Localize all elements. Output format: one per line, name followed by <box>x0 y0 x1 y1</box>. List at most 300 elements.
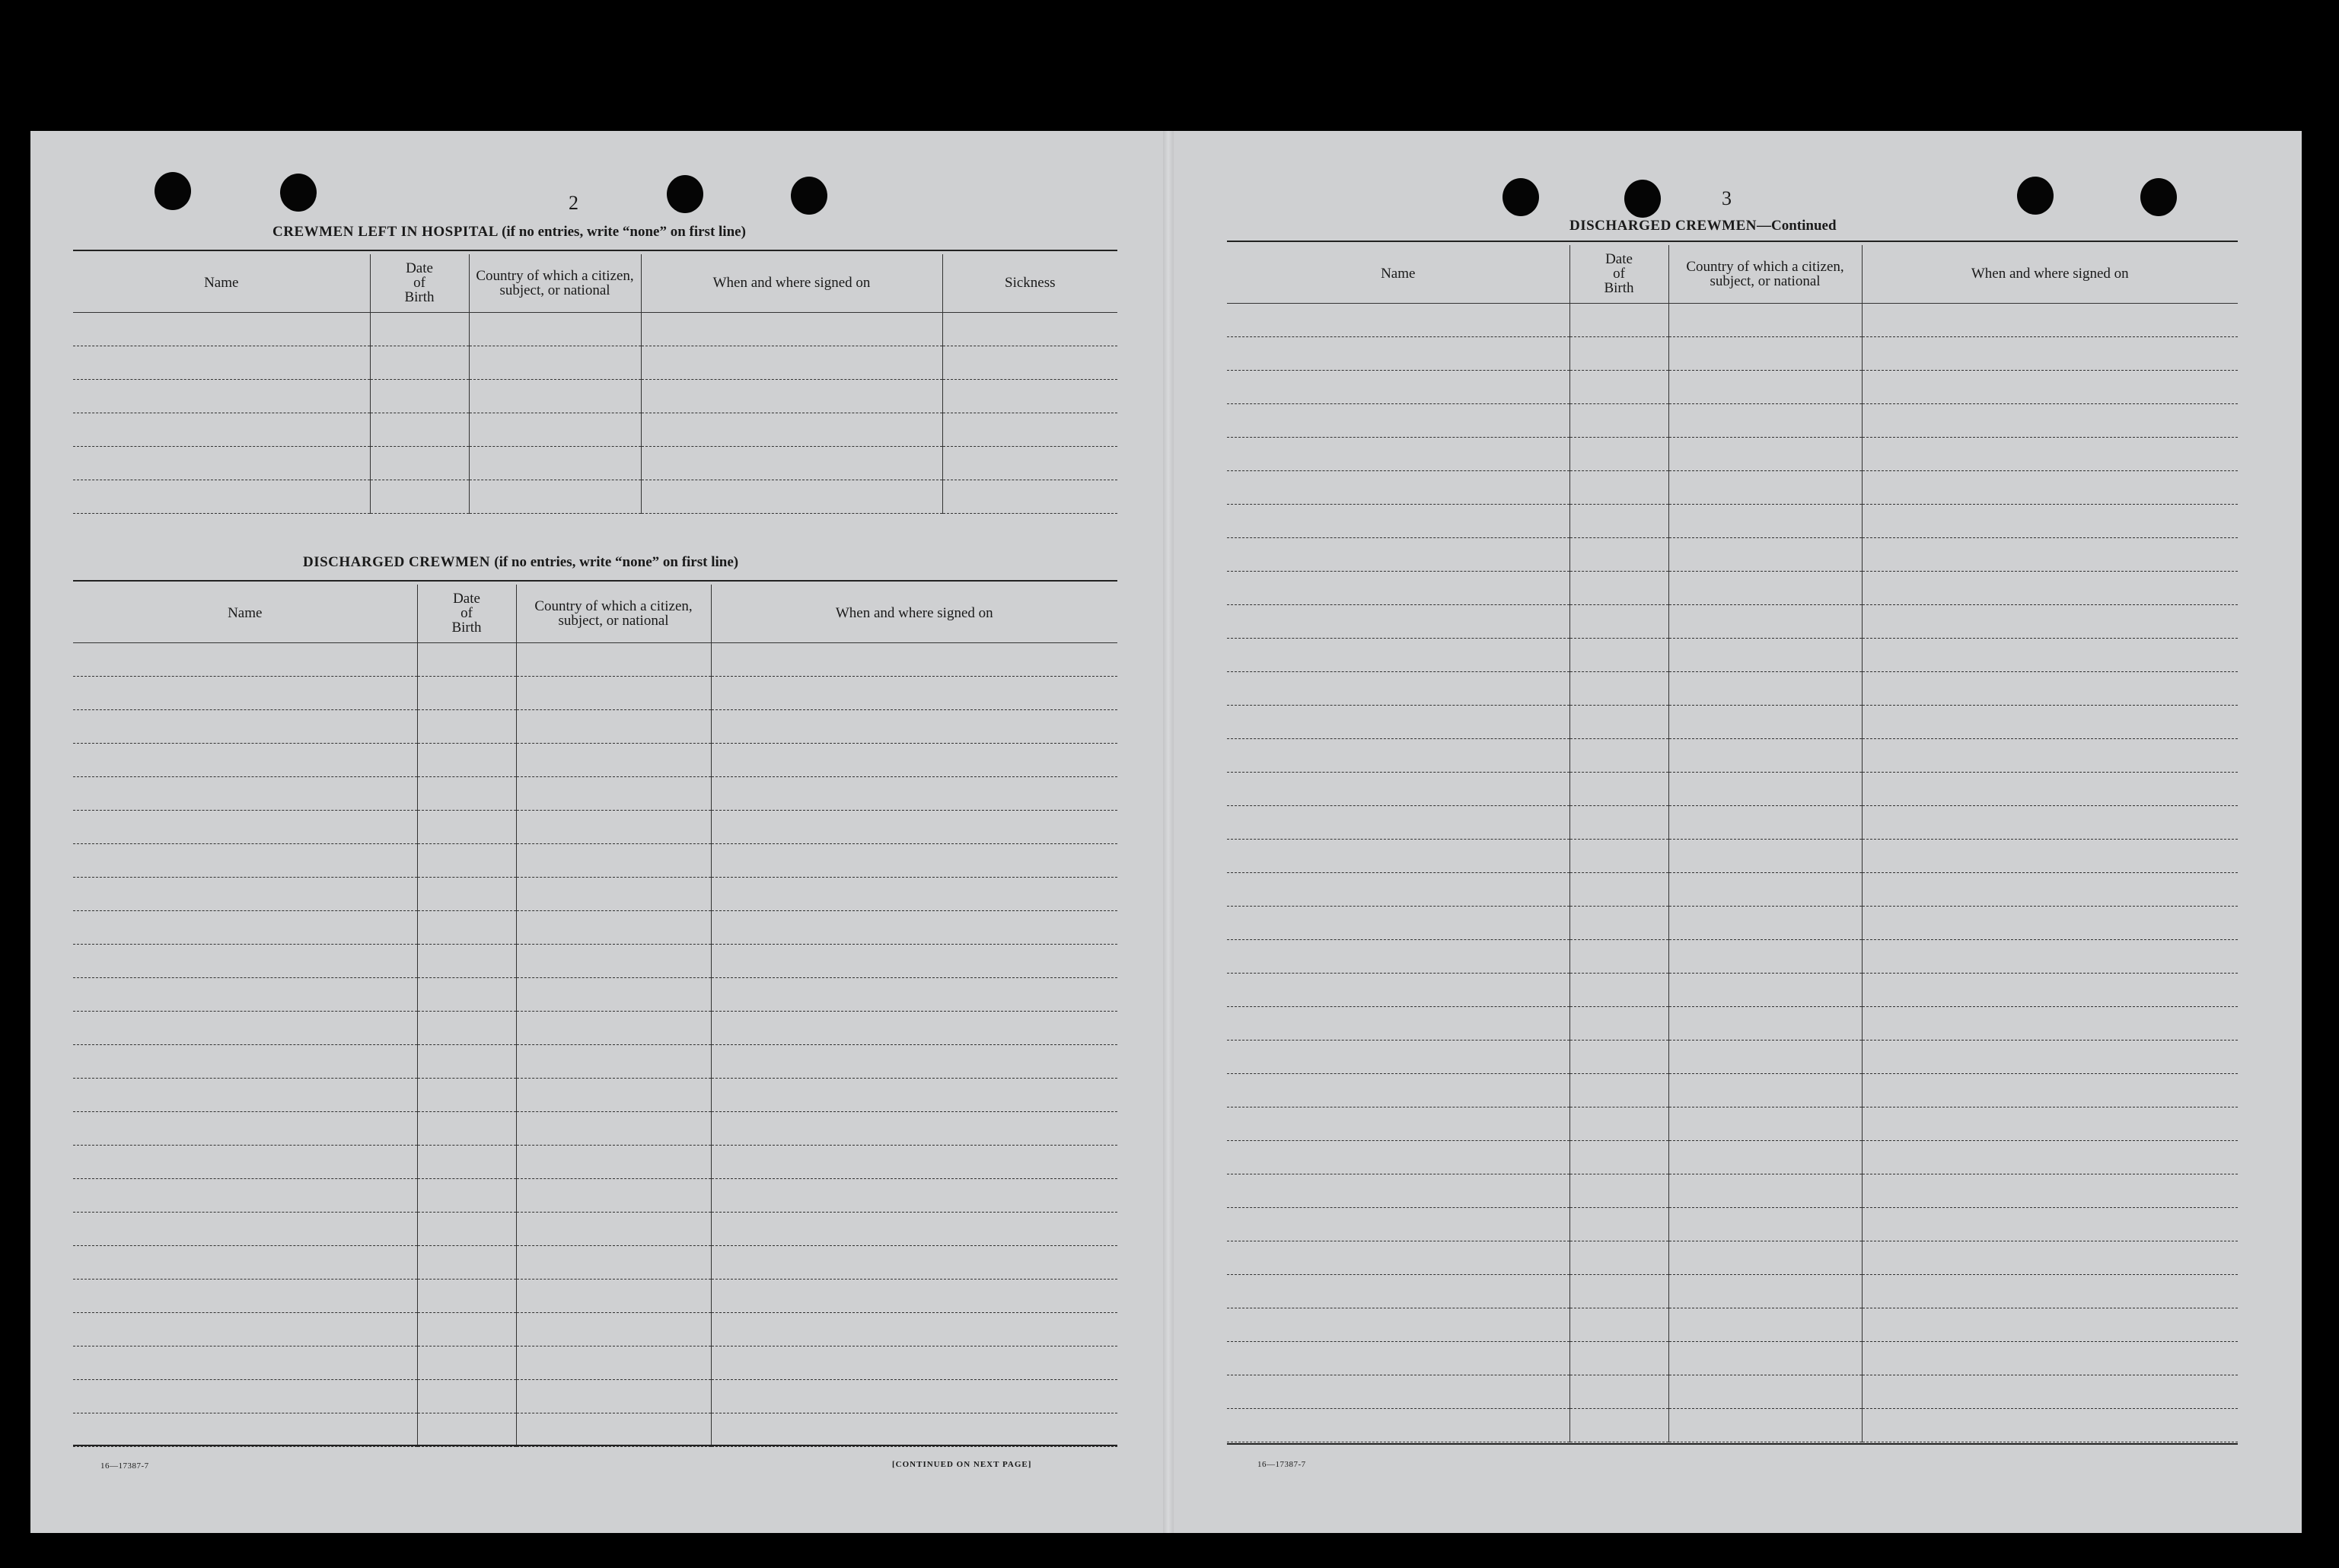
table-cell[interactable] <box>711 1312 1117 1346</box>
table-cell[interactable] <box>417 776 516 810</box>
table-cell[interactable] <box>1227 437 1569 470</box>
table-cell[interactable] <box>1227 805 1569 839</box>
table-cell[interactable] <box>1862 1107 2238 1140</box>
table-cell[interactable] <box>711 1145 1117 1178</box>
table-cell[interactable] <box>1862 671 2238 705</box>
table-cell[interactable] <box>1862 973 2238 1006</box>
table-cell[interactable] <box>711 910 1117 944</box>
table-row <box>73 1413 1117 1446</box>
table-cell[interactable] <box>942 346 1117 379</box>
table-cell[interactable] <box>1569 370 1668 403</box>
table-cell[interactable] <box>1668 437 1862 470</box>
table-cell[interactable] <box>711 743 1117 776</box>
table-cell[interactable] <box>73 1011 417 1044</box>
table-cell[interactable] <box>73 1245 417 1279</box>
table-cell[interactable] <box>1862 1174 2238 1207</box>
table-cell[interactable] <box>1668 738 1862 772</box>
table-cell[interactable] <box>1668 470 1862 504</box>
table-cell[interactable] <box>1569 1174 1668 1207</box>
table-cell[interactable] <box>1862 638 2238 671</box>
table-cell[interactable] <box>942 312 1117 346</box>
table-cell[interactable] <box>417 1312 516 1346</box>
discharged-title-text: DISCHARGED CREWMEN <box>1569 218 1757 234</box>
table-cell[interactable] <box>711 676 1117 709</box>
table-cell[interactable] <box>1227 973 1569 1006</box>
table-cell[interactable] <box>1862 571 2238 604</box>
table-cell[interactable] <box>73 709 417 743</box>
bottom-rule <box>73 1445 1117 1446</box>
table-cell[interactable] <box>516 977 711 1011</box>
table-cell[interactable] <box>73 346 370 379</box>
table-cell[interactable] <box>469 312 641 346</box>
table-cell[interactable] <box>469 346 641 379</box>
table-row <box>1227 1207 2238 1241</box>
table-cell[interactable] <box>417 1044 516 1078</box>
table-cell[interactable] <box>73 312 370 346</box>
table-cell[interactable] <box>1862 537 2238 571</box>
table-cell[interactable] <box>1862 1207 2238 1241</box>
table-cell[interactable] <box>1862 470 2238 504</box>
table-cell[interactable] <box>516 1312 711 1346</box>
table-cell[interactable] <box>711 1245 1117 1279</box>
table-cell[interactable] <box>516 743 711 776</box>
table-cell[interactable] <box>1862 1040 2238 1073</box>
table-row <box>1227 1107 2238 1140</box>
table-cell[interactable] <box>1227 403 1569 437</box>
table-cell[interactable] <box>641 379 942 413</box>
table-cell[interactable] <box>1862 1241 2238 1274</box>
table-cell[interactable] <box>1227 1274 1569 1308</box>
table-cell[interactable] <box>417 944 516 977</box>
table-row <box>1227 872 2238 906</box>
table-cell[interactable] <box>1227 1341 1569 1375</box>
table-cell[interactable] <box>516 1111 711 1145</box>
table-row <box>73 1312 1117 1346</box>
table-cell[interactable] <box>641 346 942 379</box>
table-cell[interactable] <box>1862 705 2238 738</box>
table-cell[interactable] <box>417 1279 516 1312</box>
table-cell[interactable] <box>1227 604 1569 638</box>
table-row <box>73 1212 1117 1245</box>
table-cell[interactable] <box>1862 939 2238 973</box>
table-row <box>73 877 1117 910</box>
table-cell[interactable] <box>1668 1174 1862 1207</box>
table-cell[interactable] <box>711 1212 1117 1245</box>
table-cell[interactable] <box>516 1212 711 1245</box>
table-cell[interactable] <box>1668 336 1862 370</box>
table-cell[interactable] <box>711 1044 1117 1078</box>
table-cell[interactable] <box>1569 939 1668 973</box>
table-cell[interactable] <box>73 810 417 843</box>
table-cell[interactable] <box>1227 839 1569 872</box>
table-cell[interactable] <box>73 1346 417 1379</box>
table-cell[interactable] <box>1668 939 1862 973</box>
table-cell[interactable] <box>417 877 516 910</box>
table-cell[interactable] <box>417 1078 516 1111</box>
table-cell[interactable] <box>1862 1341 2238 1375</box>
table-cell[interactable] <box>1569 1408 1668 1442</box>
table-cell[interactable] <box>417 743 516 776</box>
table-cell[interactable] <box>1227 1040 1569 1073</box>
table-cell[interactable] <box>1227 1006 1569 1040</box>
table-cell[interactable] <box>370 413 469 446</box>
table-cell[interactable] <box>73 944 417 977</box>
table-cell[interactable] <box>1569 973 1668 1006</box>
table-row <box>1227 973 2238 1006</box>
table-row <box>1227 504 2238 537</box>
table-cell[interactable] <box>1227 303 1569 336</box>
table-cell[interactable] <box>516 1413 711 1446</box>
table-cell[interactable] <box>73 1379 417 1413</box>
table-cell[interactable] <box>1668 370 1862 403</box>
table-cell[interactable] <box>73 910 417 944</box>
table-row <box>1227 1006 2238 1040</box>
table-cell[interactable] <box>1569 1140 1668 1174</box>
table-cell[interactable] <box>1569 705 1668 738</box>
table-cell[interactable] <box>1569 504 1668 537</box>
table-cell[interactable] <box>1569 1375 1668 1408</box>
table-cell[interactable] <box>942 480 1117 513</box>
table-row <box>73 480 1117 513</box>
table-row <box>1227 939 2238 973</box>
table-cell[interactable] <box>711 642 1117 676</box>
table-cell[interactable] <box>1668 772 1862 805</box>
table-cell[interactable] <box>1862 437 2238 470</box>
table-cell[interactable] <box>73 413 370 446</box>
table-cell[interactable] <box>1668 1308 1862 1341</box>
table-row <box>73 379 1117 413</box>
table-row <box>73 776 1117 810</box>
table-cell[interactable] <box>711 1178 1117 1212</box>
table-cell[interactable] <box>711 1111 1117 1145</box>
table-cell[interactable] <box>711 1346 1117 1379</box>
table-cell[interactable] <box>1227 571 1569 604</box>
table-cell[interactable] <box>1569 1274 1668 1308</box>
page-number: 2 <box>569 192 578 214</box>
table-cell[interactable] <box>417 1346 516 1379</box>
table-cell[interactable] <box>73 1078 417 1111</box>
table-cell[interactable] <box>417 977 516 1011</box>
table-row <box>73 1111 1117 1145</box>
table-cell[interactable] <box>711 810 1117 843</box>
table-cell[interactable] <box>1862 1274 2238 1308</box>
table-cell[interactable] <box>711 1379 1117 1413</box>
table-cell[interactable] <box>1668 906 1862 939</box>
table-cell[interactable] <box>1668 671 1862 705</box>
table-cell[interactable] <box>1569 1006 1668 1040</box>
table-cell[interactable] <box>417 1145 516 1178</box>
table-cell[interactable] <box>417 709 516 743</box>
table-cell[interactable] <box>516 676 711 709</box>
table-cell[interactable] <box>1668 1241 1862 1274</box>
table-cell[interactable] <box>1668 1375 1862 1408</box>
table-cell[interactable] <box>73 480 370 513</box>
table-cell[interactable] <box>1227 1107 1569 1140</box>
table-cell[interactable] <box>417 1245 516 1279</box>
table-cell[interactable] <box>1862 1140 2238 1174</box>
table-cell[interactable] <box>516 944 711 977</box>
column-header-name: Name <box>1227 245 1569 303</box>
table-cell[interactable] <box>1227 1375 1569 1408</box>
table-cell[interactable] <box>73 1212 417 1245</box>
table-cell[interactable] <box>1569 604 1668 638</box>
table-cell[interactable] <box>711 843 1117 877</box>
table-cell[interactable] <box>1569 403 1668 437</box>
table-cell[interactable] <box>73 977 417 1011</box>
table-cell[interactable] <box>1862 906 2238 939</box>
table-cell[interactable] <box>1227 504 1569 537</box>
table-cell[interactable] <box>1668 1073 1862 1107</box>
table-cell[interactable] <box>711 877 1117 910</box>
table-row <box>73 676 1117 709</box>
table-cell[interactable] <box>1862 738 2238 772</box>
table-cell[interactable] <box>1668 705 1862 738</box>
table-cell[interactable] <box>469 446 641 480</box>
table-cell[interactable] <box>1862 504 2238 537</box>
table-cell[interactable] <box>1569 1308 1668 1341</box>
table-cell[interactable] <box>711 1011 1117 1044</box>
table-cell[interactable] <box>516 843 711 877</box>
table-cell[interactable] <box>1569 872 1668 906</box>
table-cell[interactable] <box>1569 1073 1668 1107</box>
table-cell[interactable] <box>1569 738 1668 772</box>
table-cell[interactable] <box>73 1413 417 1446</box>
table-cell[interactable] <box>1862 872 2238 906</box>
table-cell[interactable] <box>73 1312 417 1346</box>
table-row <box>1227 1174 2238 1207</box>
table-cell[interactable] <box>516 642 711 676</box>
table-cell[interactable] <box>1227 1140 1569 1174</box>
table-cell[interactable] <box>516 1078 711 1111</box>
table-row <box>1227 336 2238 370</box>
table-cell[interactable] <box>73 1111 417 1145</box>
table-row <box>1227 671 2238 705</box>
table-cell[interactable] <box>641 413 942 446</box>
table-cell[interactable] <box>1862 1408 2238 1442</box>
table-cell[interactable] <box>1569 805 1668 839</box>
table-cell[interactable] <box>73 1044 417 1078</box>
table-cell[interactable] <box>1227 1073 1569 1107</box>
table-cell[interactable] <box>711 944 1117 977</box>
table-cell[interactable] <box>1227 738 1569 772</box>
table-cell[interactable] <box>516 1279 711 1312</box>
table-cell[interactable] <box>1569 772 1668 805</box>
table-cell[interactable] <box>1227 1207 1569 1241</box>
table-row <box>1227 537 2238 571</box>
table-cell[interactable] <box>417 843 516 877</box>
table-cell[interactable] <box>1569 1241 1668 1274</box>
table-cell[interactable] <box>1569 1107 1668 1140</box>
table-cell[interactable] <box>1227 772 1569 805</box>
table-cell[interactable] <box>1227 336 1569 370</box>
table-cell[interactable] <box>73 379 370 413</box>
table-cell[interactable] <box>641 446 942 480</box>
table-cell[interactable] <box>417 1379 516 1413</box>
table-cell[interactable] <box>1668 403 1862 437</box>
table-cell[interactable] <box>516 776 711 810</box>
table-cell[interactable] <box>1668 1040 1862 1073</box>
table-cell[interactable] <box>516 1379 711 1413</box>
table-row <box>1227 1408 2238 1442</box>
table-cell[interactable] <box>516 877 711 910</box>
discharged-rule <box>73 580 1117 582</box>
table-row <box>1227 1241 2238 1274</box>
table-cell[interactable] <box>516 1011 711 1044</box>
table-cell[interactable] <box>1862 336 2238 370</box>
table-cell[interactable] <box>370 312 469 346</box>
table-cell[interactable] <box>1227 1308 1569 1341</box>
table-cell[interactable] <box>73 843 417 877</box>
table-cell[interactable] <box>1862 604 2238 638</box>
table-cell[interactable] <box>73 1145 417 1178</box>
table-cell[interactable] <box>1569 470 1668 504</box>
table-cell[interactable] <box>1668 839 1862 872</box>
table-cell[interactable] <box>1668 638 1862 671</box>
table-cell[interactable] <box>1569 839 1668 872</box>
table-cell[interactable] <box>1569 537 1668 571</box>
table-cell[interactable] <box>1668 504 1862 537</box>
table-cell[interactable] <box>1227 470 1569 504</box>
table-cell[interactable] <box>73 743 417 776</box>
table-cell[interactable] <box>1668 1207 1862 1241</box>
table-cell[interactable] <box>1569 1341 1668 1375</box>
table-cell[interactable] <box>1862 403 2238 437</box>
table-cell[interactable] <box>73 776 417 810</box>
table-cell[interactable] <box>711 709 1117 743</box>
table-cell[interactable] <box>641 480 942 513</box>
table-cell[interactable] <box>516 1245 711 1279</box>
table-cell[interactable] <box>469 480 641 513</box>
table-cell[interactable] <box>1668 1341 1862 1375</box>
discharged-section-title <box>303 554 738 571</box>
table-cell[interactable] <box>516 1178 711 1212</box>
table-cell[interactable] <box>1227 638 1569 671</box>
table-cell[interactable] <box>516 1044 711 1078</box>
table-cell[interactable] <box>1668 604 1862 638</box>
table-cell[interactable] <box>641 312 942 346</box>
table-cell[interactable] <box>1569 336 1668 370</box>
table-cell[interactable] <box>711 1078 1117 1111</box>
table-cell[interactable] <box>1227 1241 1569 1274</box>
table-cell[interactable] <box>1569 571 1668 604</box>
table-cell[interactable] <box>1227 1408 1569 1442</box>
table-cell[interactable] <box>417 642 516 676</box>
table-cell[interactable] <box>1862 303 2238 336</box>
form-code: 16—17387-7 <box>1257 1460 1306 1469</box>
table-cell[interactable] <box>417 810 516 843</box>
table-cell[interactable] <box>1227 370 1569 403</box>
table-cell[interactable] <box>1569 437 1668 470</box>
table-cell[interactable] <box>1668 1140 1862 1174</box>
table-cell[interactable] <box>1227 939 1569 973</box>
table-cell[interactable] <box>1569 638 1668 671</box>
table-cell[interactable] <box>1668 1274 1862 1308</box>
table-cell[interactable] <box>73 676 417 709</box>
table-cell[interactable] <box>469 379 641 413</box>
table-cell[interactable] <box>469 413 641 446</box>
table-cell[interactable] <box>417 1413 516 1446</box>
table-cell[interactable] <box>1227 906 1569 939</box>
table-cell[interactable] <box>1668 872 1862 906</box>
table-cell[interactable] <box>1862 772 2238 805</box>
table-cell[interactable] <box>1862 805 2238 839</box>
table-cell[interactable] <box>417 910 516 944</box>
table-cell[interactable] <box>1862 1308 2238 1341</box>
table-cell[interactable] <box>1668 571 1862 604</box>
table-cell[interactable] <box>370 346 469 379</box>
table-cell[interactable] <box>1668 805 1862 839</box>
table-cell[interactable] <box>1227 705 1569 738</box>
table-cell[interactable] <box>370 480 469 513</box>
table-cell[interactable] <box>1668 1006 1862 1040</box>
table-cell[interactable] <box>73 877 417 910</box>
table-cell[interactable] <box>516 709 711 743</box>
table-cell[interactable] <box>73 642 417 676</box>
table-row <box>73 312 1117 346</box>
table-cell[interactable] <box>1862 1073 2238 1107</box>
table-cell[interactable] <box>942 413 1117 446</box>
table-cell[interactable] <box>1569 303 1668 336</box>
table-cell[interactable] <box>417 676 516 709</box>
table-cell[interactable] <box>417 1178 516 1212</box>
table-row <box>73 1379 1117 1413</box>
table-cell[interactable] <box>516 810 711 843</box>
table-cell[interactable] <box>1668 303 1862 336</box>
table-cell[interactable] <box>1227 1174 1569 1207</box>
table-cell[interactable] <box>711 977 1117 1011</box>
table-cell[interactable] <box>1862 839 2238 872</box>
table-cell[interactable] <box>1569 906 1668 939</box>
table-cell[interactable] <box>417 1212 516 1245</box>
discharged-instruction-text: (if no entries, write “none” on first line) <box>494 554 739 570</box>
table-cell[interactable] <box>73 1279 417 1312</box>
table-cell[interactable] <box>1862 1375 2238 1408</box>
table-cell[interactable] <box>370 446 469 480</box>
table-cell[interactable] <box>1569 671 1668 705</box>
table-cell[interactable] <box>1227 537 1569 571</box>
table-cell[interactable] <box>942 446 1117 480</box>
table-cell[interactable] <box>73 1178 417 1212</box>
table-cell[interactable] <box>417 1011 516 1044</box>
table-cell[interactable] <box>516 1145 711 1178</box>
table-cell[interactable] <box>1668 1107 1862 1140</box>
column-header-name: Name <box>73 254 370 312</box>
table-cell[interactable] <box>1668 973 1862 1006</box>
table-cell[interactable] <box>73 446 370 480</box>
table-cell[interactable] <box>1569 1040 1668 1073</box>
table-row <box>73 810 1117 843</box>
table-cell[interactable] <box>1569 1207 1668 1241</box>
table-cell[interactable] <box>516 1346 711 1379</box>
table-cell[interactable] <box>516 910 711 944</box>
table-row <box>73 910 1117 944</box>
table-row <box>1227 1274 2238 1308</box>
table-cell[interactable] <box>711 1413 1117 1446</box>
table-cell[interactable] <box>370 379 469 413</box>
table-row <box>73 1346 1117 1379</box>
table-cell[interactable] <box>417 1111 516 1145</box>
table-cell[interactable] <box>711 776 1117 810</box>
table-cell[interactable] <box>1668 537 1862 571</box>
table-cell[interactable] <box>711 1279 1117 1312</box>
table-cell[interactable] <box>1862 1006 2238 1040</box>
table-cell[interactable] <box>1227 872 1569 906</box>
table-cell[interactable] <box>1862 370 2238 403</box>
table-cell[interactable] <box>1227 671 1569 705</box>
table-row <box>1227 638 2238 671</box>
table-cell[interactable] <box>1668 1408 1862 1442</box>
table-cell[interactable] <box>942 379 1117 413</box>
